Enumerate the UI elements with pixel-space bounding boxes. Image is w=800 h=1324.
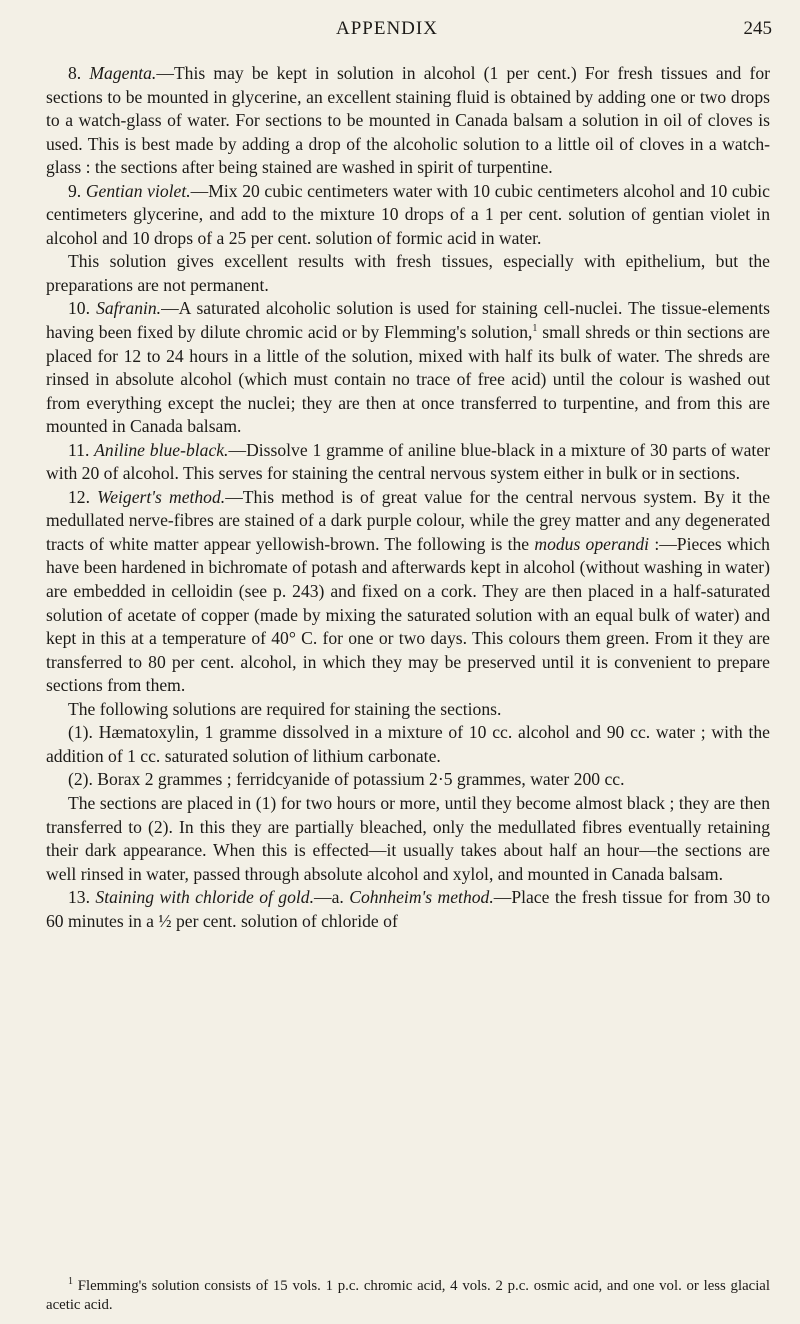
- section-title: Staining with chloride of gold.: [95, 887, 314, 908]
- paragraph-chloride-of-gold: [46, 886, 770, 933]
- paragraph-text: —This method is of great value for the central nervous system. By it the medullated nerve-fibres are stained of a dark purple colour, while the grey matter and any degenerated tracts of white matter appear yellowish-brown. The following is the: [46, 486, 771, 554]
- section-number: 12.: [68, 486, 90, 507]
- section-number: 11.: [68, 439, 90, 460]
- paragraph-text: The sections are placed in (1) for two hours or more, until they become almost black ; they are then transferred to (2). In this they are partially bleached, only the medullated fibres eventually retaining their dark appearance. When this is effected—it usually takes about half an hour—the sections are well rinsed in water, passed through absolute alcohol and xylol, and mounted in Canada balsam.: [46, 792, 770, 884]
- paragraph-text: :—Pieces which have been hardened in bichromate of potash and afterwards kept in alcohol (without washing in water) are embedded in celloidin (see p. 243) and fixed on a cork. They are then placed in a half-saturated solution of acetate of copper (made by mixing the saturated solution with an equal bulk of water) and kept in this at a temperature of 40° C. for one or two days. This colours them green. From it they are transferred to 80 per cent. alcohol, in which they may be preserved until it is convenient to prepare sections from them.: [46, 533, 770, 696]
- paragraph-text: small shreds or thin sections are placed for 12 to 24 hours in a little of the solution, mixed with half its bulk of water. The shreds are rinsed in absolute alcohol (which must contain no trace of free acid) until the colour is washed out from everything except the nuclei; they are then at once transferred to turpentine, and from this are mounted in Canada balsam.: [46, 322, 770, 437]
- section-title: Gentian violet.: [85, 180, 191, 201]
- section-number: 9.: [68, 180, 82, 201]
- subsection-marker: —a.: [313, 887, 344, 908]
- section-title: Safranin.: [96, 298, 162, 319]
- paragraph-weigert-method: [46, 486, 770, 698]
- footnote-text: [46, 1277, 770, 1315]
- paragraph-text: —Mix 20 cubic centimeters water with 10 cubic centimeters alcohol and 10 cubic centimeters glycerine, and add to the mixture 10 drops of a 1 per cent. solution of gentian violet in alcohol and 10 drops of a 25 per cent. solution of formic acid in water.: [46, 180, 770, 248]
- running-head: APPENDIX: [336, 18, 438, 39]
- footnote-reference[interactable]: 1: [532, 323, 538, 335]
- solution-one: (1). Hæmatoxylin, 1 gramme dissolved in a mixture of 10 cc. alcohol and 90 cc. water ; with the addition of 1 cc. saturated solution of lithium carbonate.: [46, 722, 770, 766]
- section-number: 10.: [68, 298, 90, 319]
- paragraph-text: —A saturated alcoholic solution is used for staining cell-nuclei. The tissue-elements having been fixed by dilute chromic acid or by Flemming's solution,: [46, 298, 770, 343]
- footnote: [46, 1277, 770, 1315]
- paragraph-text: —This may be kept in solution in alcohol (1 per cent.) For fresh tissues and for sections to be mounted in glycerine, an excellent staining fluid is obtained by adding one or two drops to a watch-glass of water. For sections to be mounted in Canada balsam a solution in oil of cloves is used. This is best made by adding a drop of the alcoholic solution to a little oil of cloves in a watch-glass : the sections after being stained are washed in spirit of turpentine.: [46, 63, 770, 178]
- paragraph-aniline-blue-black: [46, 439, 770, 486]
- footnote-mark: 1: [68, 1276, 73, 1288]
- page-number: 245: [743, 18, 772, 39]
- paragraph-text: The following solutions are required for staining the sections.: [68, 698, 502, 719]
- body-text: [46, 62, 770, 933]
- paragraph-gentian-violet: [46, 180, 770, 251]
- section-number: 13.: [68, 887, 90, 908]
- section-number: 8.: [68, 63, 82, 83]
- section-title: Aniline blue-black.: [94, 439, 229, 460]
- paragraph-safranin: [46, 297, 770, 438]
- footnote-body: Flemming's solution consists of 15 vols. 1 p.c. chromic acid, 4 vols. 2 p.c. osmic acid, and one vol. or less glacial acetic acid.: [46, 1278, 770, 1313]
- paragraph-text: This solution gives excellent results with fresh tissues, especially with epithelium, but the preparations are not permanent.: [46, 251, 770, 295]
- section-title: Magenta.: [89, 63, 157, 83]
- section-title: Weigert's method.: [97, 486, 226, 507]
- italic-phrase: modus operandi: [534, 533, 650, 554]
- solution-two: (2). Borax 2 grammes ; ferridcyanide of potassium 2·5 grammes, water 200 cc.: [68, 769, 625, 790]
- subsection-title: Cohnheim's method.: [349, 887, 494, 908]
- paragraph-text: —Place the fresh tissue for from 30 to 60 minutes in a ½ per cent. solution of chloride of: [46, 887, 770, 931]
- page-header: [0, 8, 800, 40]
- paragraph-text: —Dissolve 1 gramme of aniline blue-black in a mixture of 30 parts of water with 20 of alcohol. This serves for staining the central nervous system either in bulk or in sections.: [46, 439, 770, 484]
- paragraph-magenta: [46, 62, 770, 180]
